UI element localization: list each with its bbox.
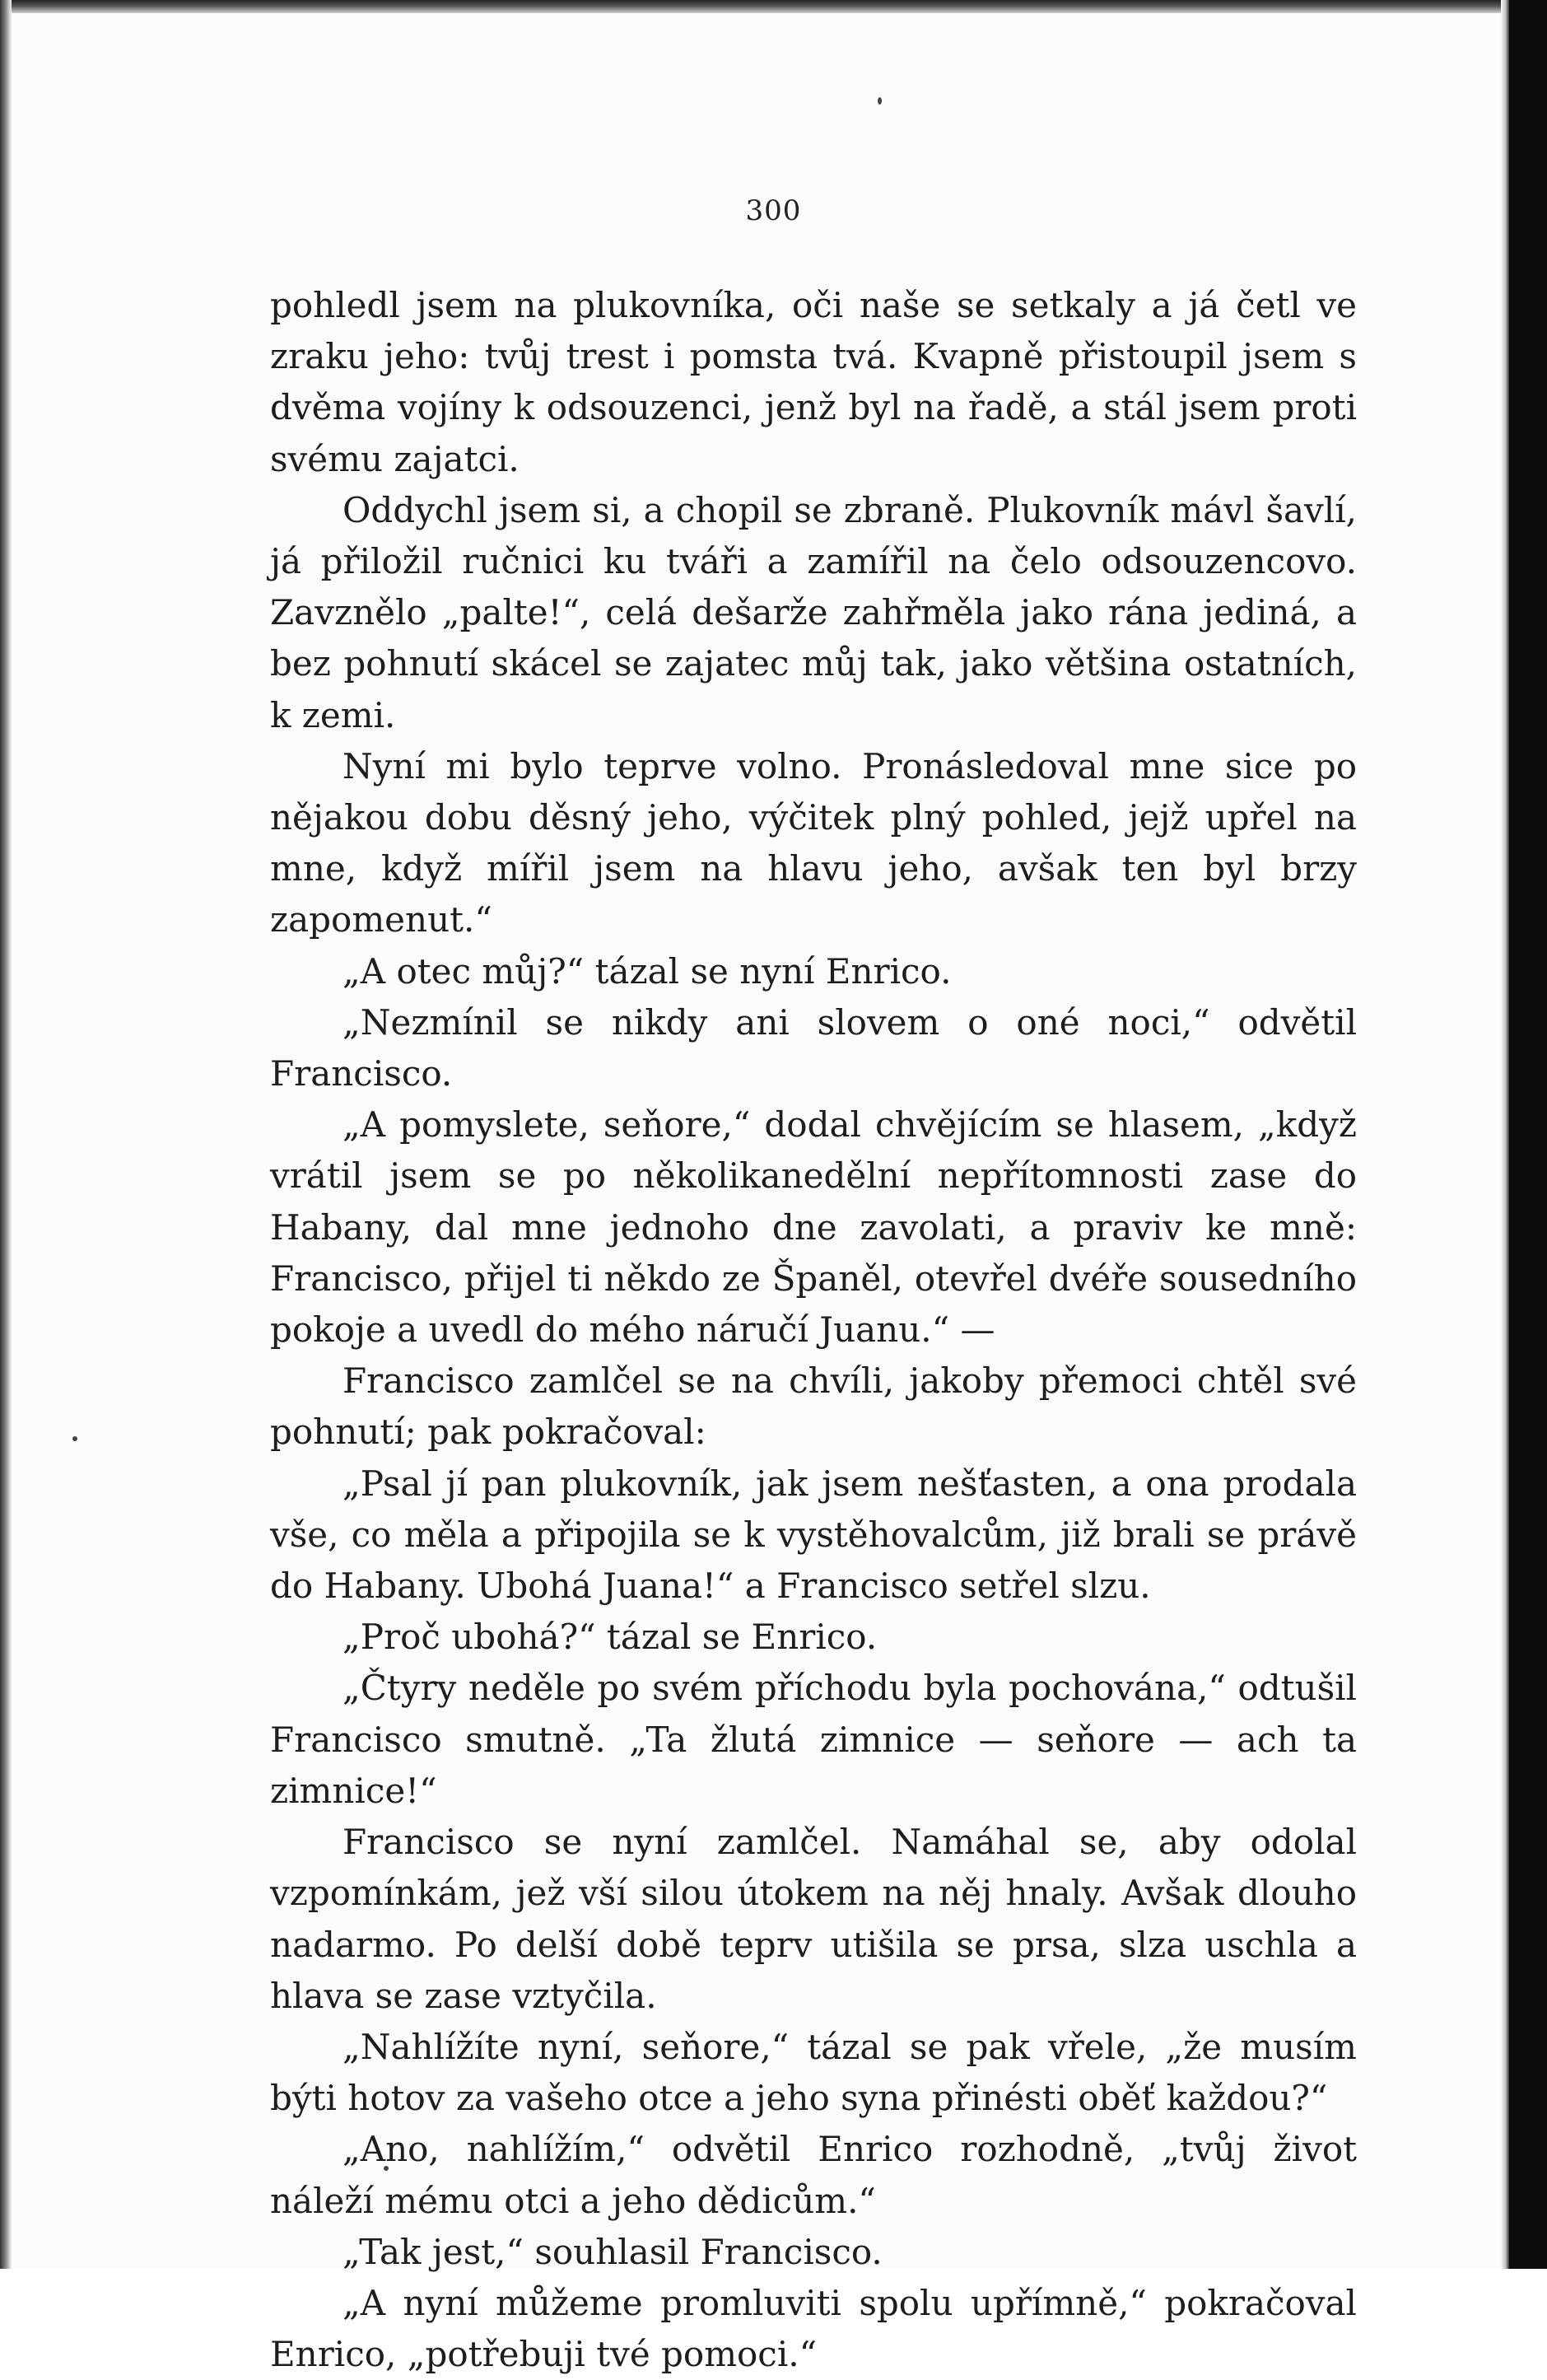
paragraph: „Ano, nahlížím,“ odvětil Enrico rozhodně, „tvůj život náleží mému otci a jeho dědicům.“ bbox=[270, 2129, 1357, 2221]
paragraph: „Psal jí pan plukovník, jak jsem nešťasten, a ona prodala vše, co měla a připojila se k vystěhovalcům, již brali se právě do Habany. Ubohá Juana!“ a Francisco setřel slzu. bbox=[270, 1463, 1357, 1607]
paragraph: Nyní mi bylo teprve volno. Pronásledoval mne sice po nějakou dobu děsný jeho, výčitek plný pohled, jejž upřel na mne, když mířil jsem na hlavu jeho, avšak ten byl brzy zapomenut.“ bbox=[270, 745, 1357, 940]
scan-edge-left bbox=[0, 0, 12, 2269]
paragraph: Francisco zamlčel se na chvíli, jakoby přemoci chtěl své pohnutí; pak pokračoval: bbox=[270, 1360, 1357, 1453]
scan-edge-right-shadow bbox=[1501, 0, 1509, 2269]
paragraph: Oddychl jsem si, a chopil se zbraně. Plukovník mávl šavlí, já přiložil ručnici ku tváři a zamířil na čelo odsouzencovo. Zavznělo „palte!“, celá dešarže zahřměla jako rána jediná, a bez pohnutí skácel se zajatec můj tak, jako většina ostatních, k zemi. bbox=[270, 489, 1357, 735]
paragraph: „Tak jest,“ souhlasil Francisco. bbox=[342, 2231, 883, 2272]
paragraph: „Nezmínil se nikdy ani slovem o oné noci,“ odvětil Francisco. bbox=[270, 1001, 1357, 1094]
scan-edge-right bbox=[1509, 0, 1547, 2269]
dust-speck bbox=[72, 1436, 77, 1441]
paragraph: „A pomyslete, seňore,“ dodal chvějícím se hlasem, „když vrátil jsem se po několikanedělní nepřítomnosti zase do Habany, dal mne jednoho dne zavolati, a praviv ke mně: Francisco, přijel ti někdo ze Španěl, otevřel dvéře sousedního pokoje a uvedl do mého náručí Juanu.“ — bbox=[270, 1104, 1357, 1351]
paragraph-continued: pohledl jsem na plukovníka, oči naše se setkaly a já četl ve zraku jeho: tvůj trest i pomsta tvá. Kvapně přistoupil jsem s dvěma vojíny k odsouzenci, jenž byl na řadě, a stál jsem proti svému zajatci. bbox=[270, 285, 1357, 479]
dust-speck bbox=[878, 97, 882, 105]
paragraph: „A otec můj?“ tázal se nyní Enrico. bbox=[342, 950, 952, 992]
page-number: 300 bbox=[745, 194, 802, 227]
paragraph: „Nahlížíte nyní, seňore,“ tázal se pak vřele, „že musím býti hotov za vašeho otce a jeho syna přinésti oběť každou?“ bbox=[270, 2026, 1357, 2119]
paragraph: „A nyní můžeme promluviti spolu upřímně,“ pokračoval Enrico, „potřebuji tvé pomoci.“ bbox=[270, 2282, 1357, 2375]
scan-edge-top bbox=[0, 0, 1547, 13]
paragraph: „Čtyry neděle po svém příchodu byla pochována,“ odtušil Francisco smutně. „Ta žlutá zimnice — seňore — ach ta zimnice!“ bbox=[270, 1668, 1357, 1811]
paragraph: Francisco se nyní zamlčel. Namáhal se, aby odolal vzpomínkám, jež vší silou útokem na něj hnaly. Avšak dlouho nadarmo. Po delší době teprv utišila se prsa, slza uschla a hlava se zase vztyčila. bbox=[270, 1822, 1357, 2016]
paragraph: „Proč ubohá?“ tázal se Enrico. bbox=[342, 1617, 878, 1658]
body-text bbox=[270, 280, 1357, 2380]
